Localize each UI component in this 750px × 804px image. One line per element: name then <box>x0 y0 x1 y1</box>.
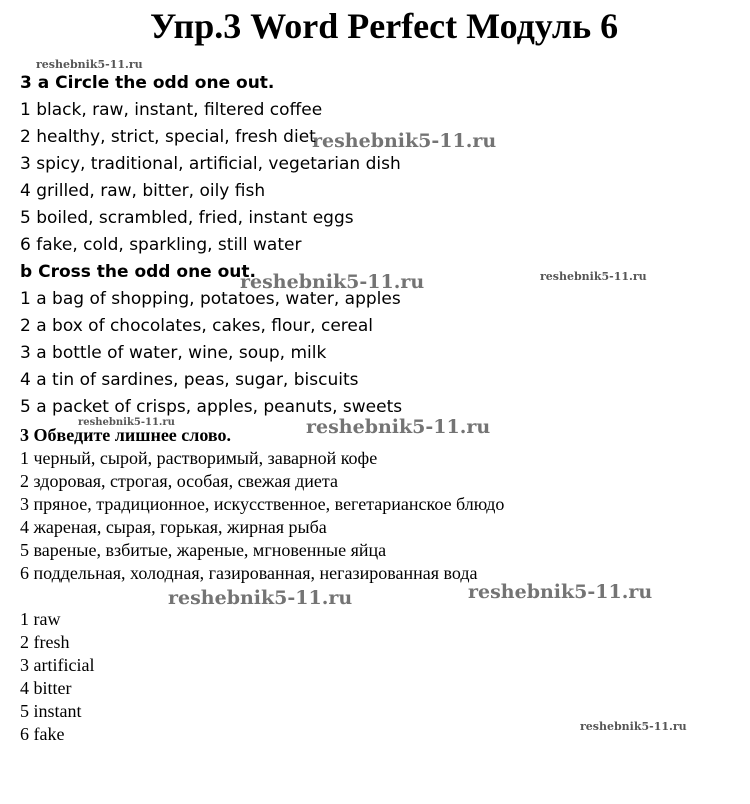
watermark: reshebnik5-11.ru <box>36 58 143 71</box>
answer-item: 3 artificial <box>20 655 95 675</box>
section-ru-item: 2 здоровая, строгая, особая, свежая диета <box>20 471 338 491</box>
section-ru-item: 1 черный, сырой, растворимый, заварной кофе <box>20 448 378 468</box>
section-ru-item: 5 вареные, взбитые, жареные, мгновенные яйца <box>20 540 387 560</box>
answer-item: 6 fake <box>20 724 65 744</box>
page-title: Упр.3 Word Perfect Модуль 6 <box>150 6 619 46</box>
section-b-item: 2 a box of chocolates, cakes, flour, cereal <box>20 316 373 336</box>
section-ru-heading: 3 Обведите лишнее слово. <box>20 425 232 445</box>
section-b-heading: b Cross the odd one out. <box>20 262 256 282</box>
watermark: reshebnik5-11.ru <box>580 720 687 733</box>
section-a-item: 3 spicy, traditional, artificial, vegetarian dish <box>20 154 401 174</box>
watermark: reshebnik5-11.ru <box>312 130 497 152</box>
watermark: reshebnik5-11.ru <box>78 417 175 428</box>
section-ru-item: 4 жареная, сырая, горькая, жирная рыба <box>20 517 327 537</box>
section-a-heading: 3 a Circle the odd one out. <box>20 73 275 93</box>
answer-item: 2 fresh <box>20 632 70 652</box>
answer-item: 1 raw <box>20 609 61 629</box>
section-a-item: 6 fake, cold, sparkling, still water <box>20 235 302 255</box>
section-a-item: 5 boiled, scrambled, fried, instant eggs <box>20 208 354 228</box>
watermark: reshebnik5-11.ru <box>240 271 425 293</box>
watermark: reshebnik5-11.ru <box>540 270 647 283</box>
section-a-item: 4 grilled, raw, bitter, oily fish <box>20 181 266 201</box>
section-b-item: 1 a bag of shopping, potatoes, water, apples <box>20 289 401 309</box>
answer-item: 4 bitter <box>20 678 72 698</box>
section-ru-item: 3 пряное, традиционное, искусственное, вегетарианское блюдо <box>20 494 505 514</box>
section-a-item: 2 healthy, strict, special, fresh diet <box>20 127 316 147</box>
section-ru-item: 6 поддельная, холодная, газированная, негазированная вода <box>20 563 478 583</box>
watermark: reshebnik5-11.ru <box>168 587 353 609</box>
section-b-item: 5 a packet of crisps, apples, peanuts, sweets <box>20 397 403 417</box>
section-b-item: 4 a tin of sardines, peas, sugar, biscuits <box>20 370 359 390</box>
section-a-item: 1 black, raw, instant, filtered coffee <box>20 100 323 120</box>
watermark: reshebnik5-11.ru <box>468 581 653 603</box>
watermark: reshebnik5-11.ru <box>306 416 491 438</box>
section-b-item: 3 a bottle of water, wine, soup, milk <box>20 343 327 363</box>
answer-item: 5 instant <box>20 701 82 721</box>
